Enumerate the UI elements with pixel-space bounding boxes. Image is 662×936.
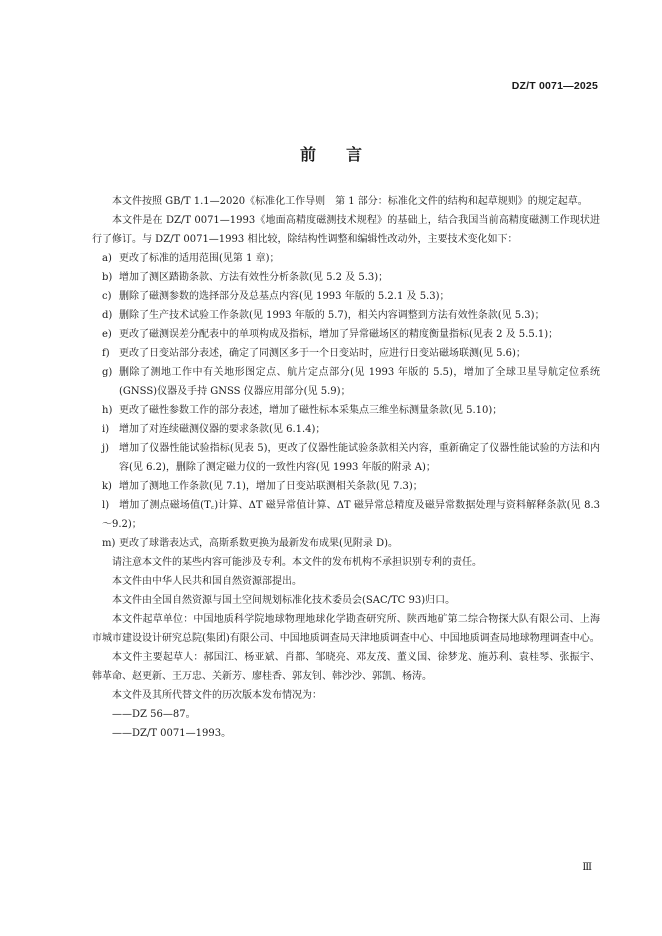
change-item: f) 更改了日变站部分表述，确定了同测区多于一个日变站时，应进行日变站磁场联测(见 5.6)； [102, 348, 526, 359]
change-item: h) 更改了磁性参数工作的部分表述，增加了磁性标本采集点三维坐标测量条款(见 5.10)； [102, 405, 503, 416]
standard-code: DZ/T 0071—2025 [511, 80, 598, 92]
closing-paragraph: 本文件由全国自然资源与国土空间规划标准化技术委员会(SAC/TC 93)归口。 [112, 595, 456, 606]
change-item: d) 删除了生产技术试验工作条款(见 1993 年版的 5.7)，相关内容调整到方法有效性条款(见 5.3)； [102, 310, 545, 321]
closing-paragraph: 请注意本文件的某些内容可能涉及专利。本文件的发布机构不承担识别专利的责任。 [112, 557, 482, 568]
change-item: l) 增加了测点磁场值(T꜀)计算、ΔT 磁异常值计算、ΔT 磁异常总精度及磁异常数据处理与资料解释条款(见 8.3～9.2)； [102, 500, 600, 530]
closing-paragraph: 本文件及其所代替文件的历次版本发布情况为： [112, 690, 322, 701]
change-item: e) 更改了磁测误差分配表中的单项构成及指标，增加了异常磁场区的精度衡量指标(见表 2 及 5.5.1)； [102, 329, 559, 340]
change-item: k) 增加了测地工作条款(见 7.1)，增加了日变站联测相关条款(见 7.3)； [102, 481, 423, 492]
closing-paragraph: 本文件主要起草人：郝国江、杨亚斌、肖都、邹晓亮、邓友茂、董义国、徐梦龙、施苏利、袁桂琴、张振宇、韩革命、赵更新、王万忠、关新芳、廖桂香、郭友钊、韩沙沙、郭凯、杨涛。 [92, 652, 600, 682]
closing-paragraph: 本文件由中华人民共和国自然资源部提出。 [112, 576, 302, 587]
change-item: a) 更改了标准的适用范围(见第 1 章)； [102, 253, 280, 264]
intro-paragraph: 本文件是在 DZ/T 0071—1993《地面高精度磁测技术规程》的基础上，结合我国当前高精度磁测工作现状进行了修订。与 DZ/T 0071—1993 相比较，除结构性调整和编辑性改动外，主要技术变化如下： [92, 215, 600, 245]
change-item: c) 删除了磁测参数的选择部分及总基点内容(见 1993 年版的 5.2.1 及 5.3)； [102, 291, 450, 302]
intro-paragraph: 本文件按照 GB/T 1.1—2020《标准化工作导则 第 1 部分：标准化文件的结构和起草规则》的规定起草。 [112, 196, 588, 207]
closing-paragraph: 本文件起草单位：中国地质科学院地球物理地球化学勘查研究所、陕西地矿第二综合物探大队有限公司、上海市城市建设设计研究总院(集团)有限公司、中国地质调查局天津地质调查中心、中国地质调查局地球物理调查中心。 [92, 614, 600, 644]
page-title: 前言 [299, 145, 392, 164]
change-item: g) 删除了测地工作中有关地形图定点、航片定点部分(见 1993 年版的 5.5)，增加了全球卫星导航定位系统(GNSS)仪器及手持 GNSS 仪器应用部分(见 5.9)； [102, 367, 600, 397]
change-item: m) 更改了球谐表达式，高斯系数更换为最新发布成果(见附录 D)。 [102, 538, 398, 549]
history-item: ——DZ/T 0071—1993。 [112, 728, 232, 739]
foreword-body [92, 192, 600, 743]
change-item: b) 增加了测区踏勘条款、方法有效性分析条款(见 5.2 及 5.3)； [102, 272, 389, 283]
page-number: Ⅲ [582, 862, 592, 873]
change-item: j) 增加了仪器性能试验指标(见表 5)，更改了仪器性能试验条款相关内容，重新确定了仪器性能试验的方法和内容(见 6.2)，删除了测定磁力仪的一致性内容(见 1993 年版的附录 A)； [102, 443, 600, 473]
change-item: i) 增加了对连续磁测仪器的要求条款(见 6.1.4)； [102, 424, 326, 435]
history-item: ——DZ 56—87。 [112, 709, 196, 720]
